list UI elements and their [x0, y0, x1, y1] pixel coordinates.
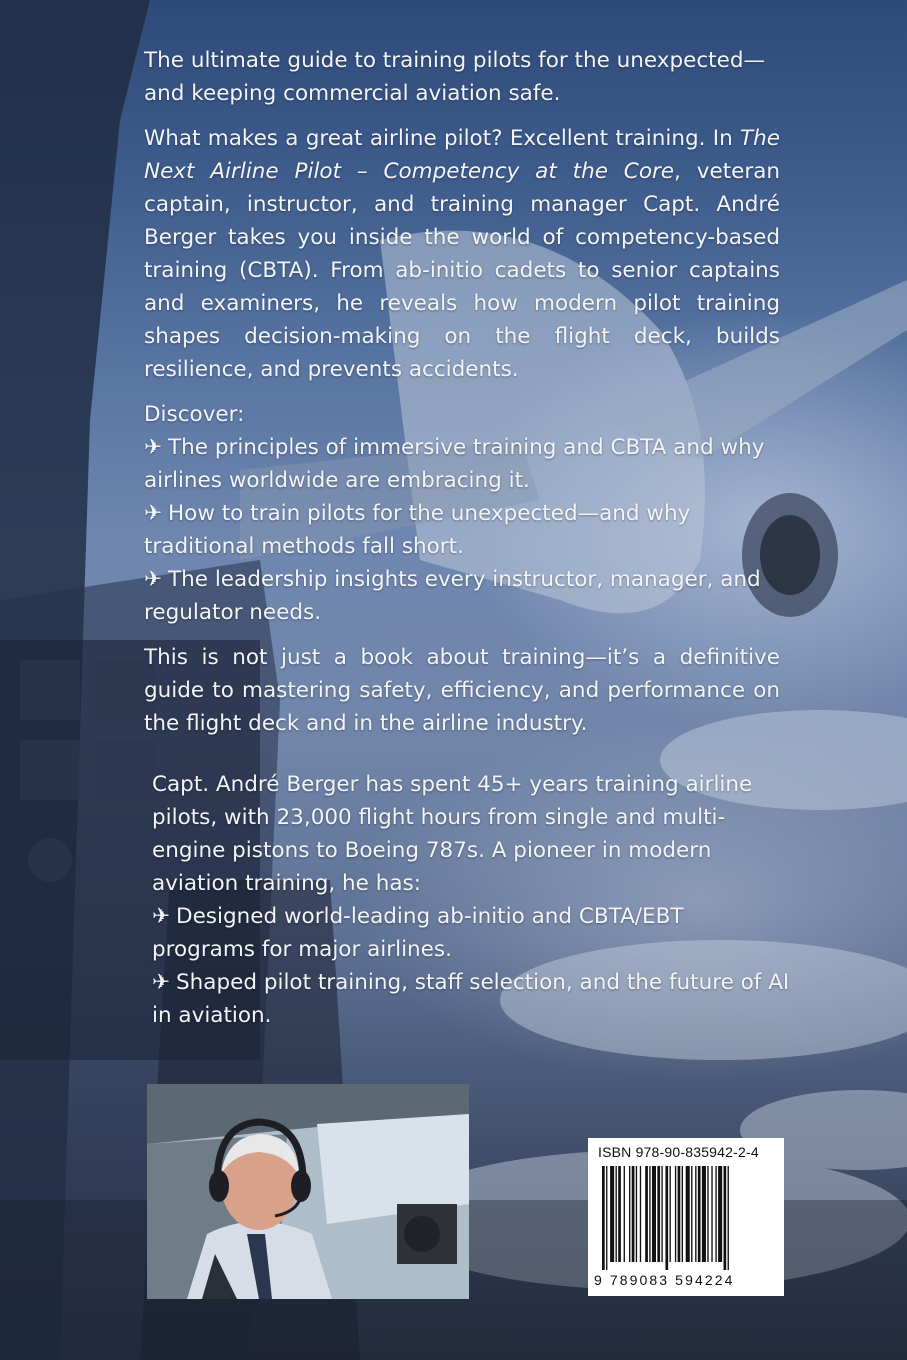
barcode-bar: [707, 1166, 708, 1262]
description-text: [144, 44, 780, 740]
bio-item: [152, 966, 792, 1032]
barcode-bar: [602, 1166, 605, 1270]
isbn-label: ISBN 978-90-835942-2-4: [598, 1144, 759, 1160]
barcode-bar: [618, 1166, 621, 1262]
barcode-bar: [632, 1166, 635, 1262]
airplane-icon: ✈: [152, 904, 171, 929]
barcode-bar: [606, 1166, 607, 1270]
barcode-bar: [711, 1166, 712, 1262]
discover-item-text: The leadership insights every instructor, manager, and regulator needs.: [144, 567, 761, 625]
author-photo: [147, 1084, 469, 1299]
barcode: [588, 1138, 784, 1296]
intro-after-title: , veteran captain, instructor, and training manager Capt. André Berger takes you inside the world of competency-based training (CBTA). From ab-initio cadets to senior captains and examiners, he reveals how modern pilot training shapes decision-making on the flight deck, builds resilience, and prevents accidents.: [144, 159, 780, 382]
intro-before-title: What makes a great airline pilot? Excellent training. In: [144, 126, 740, 151]
intro-paragraph: [144, 122, 780, 386]
barcode-bar: [652, 1166, 656, 1262]
barcode-bar: [691, 1166, 692, 1262]
barcode-bar: [686, 1166, 690, 1262]
barcode-bar: [728, 1166, 729, 1270]
discover-item: [144, 563, 780, 629]
discover-item-text: How to train pilots for the unexpected—and why traditional methods fall short.: [144, 501, 691, 559]
barcode-bar: [675, 1166, 676, 1262]
airplane-icon: ✈: [144, 567, 163, 592]
barcode-bar: [682, 1166, 683, 1262]
barcode-bar: [640, 1166, 641, 1262]
bio-text: Capt. André Berger has spent 45+ years training airline pilots, with 23,000 flight hours from single and multi-engine pistons to Boeing 787s. A pioneer in modern aviation training, he has:: [152, 772, 753, 896]
barcode-bar: [661, 1166, 662, 1262]
airplane-icon: ✈: [152, 970, 171, 995]
tagline: The ultimate guide to training pilots for the unexpected—and keeping commercial aviation safe.: [144, 48, 765, 106]
discover-item: [144, 431, 780, 497]
discover-item-text: The principles of immersive training and CBTA and why airlines worldwide are embracing it.: [144, 435, 765, 493]
airplane-icon: ✈: [144, 435, 163, 460]
discover-heading: Discover:: [144, 402, 245, 427]
closing-paragraph: This is not just a book about training—it’s a definitive guide to mastering safety, efficiency, and performance on the flight deck and in the airline industry.: [144, 645, 780, 736]
airplane-icon: ✈: [144, 501, 163, 526]
author-portrait-illustration: [147, 1084, 469, 1299]
barcode-bar: [724, 1166, 727, 1270]
bio-item: [152, 900, 792, 966]
book-title: The Next Airline Pilot – Competency at the Core: [144, 126, 780, 184]
barcode-bar: [665, 1166, 668, 1270]
author-bio: [152, 768, 792, 1032]
barcode-bar: [715, 1166, 716, 1262]
barcode-bar: [678, 1166, 681, 1262]
barcode-bars: [602, 1166, 772, 1270]
barcode-bar: [702, 1166, 706, 1262]
bio-item-text: Designed world-leading ab-initio and CBTA/EBT programs for major airlines.: [152, 904, 684, 962]
barcode-bar: [624, 1166, 625, 1262]
barcode-bar: [645, 1166, 648, 1262]
barcode-bar: [616, 1166, 617, 1262]
barcode-bar: [718, 1166, 722, 1262]
barcode-bar: [657, 1166, 660, 1262]
barcode-bar: [698, 1166, 701, 1262]
barcode-digits: 9 789083 594224: [594, 1272, 735, 1288]
bio-item-text: Shaped pilot training, staff selection, and the future of AI in aviation.: [152, 970, 790, 1028]
barcode-bar: [629, 1166, 630, 1262]
barcode-bar: [695, 1166, 696, 1262]
discover-item: [144, 497, 780, 563]
barcode-bar: [649, 1166, 650, 1262]
barcode-bar: [670, 1166, 671, 1262]
barcode-bar: [610, 1166, 614, 1262]
barcode-bar: [636, 1166, 637, 1262]
